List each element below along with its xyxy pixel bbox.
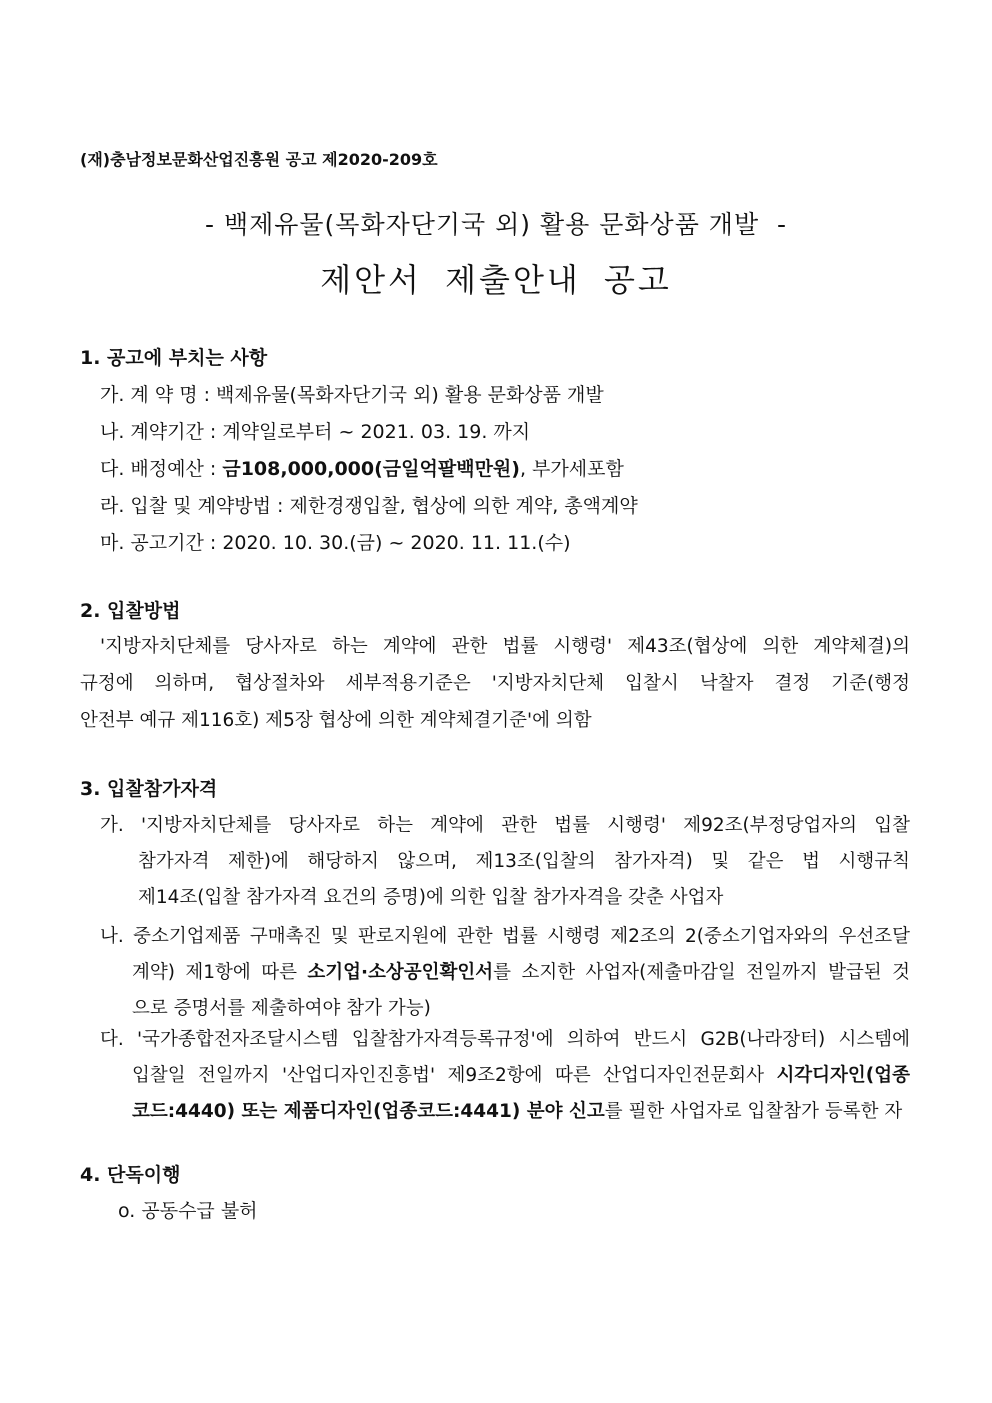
section3-heading: 3. 입찰참가자격 (80, 778, 218, 800)
qualification-da-line: 코드:4440) 또는 제품디자인(업종코드:4441) 분야 신고를 필한 사업자로 입찰참가 등록한 자 (132, 1101, 903, 1122)
document-title: 제안서 제출안내 공고 (320, 261, 672, 299)
budget-label: 다. 배정예산 : (100, 458, 223, 480)
qualification-da-line: 입찰일 전일까지 '산업디자인진흥법' 제9조2항에 따른 산업디자인전문회사 시각디자인(업종 (132, 1065, 910, 1086)
section2-heading: 2. 입찰방법 (80, 600, 181, 622)
contract-period: 나. 계약기간 : 계약일로부터 ~ 2021. 03. 19. 까지 (100, 421, 531, 443)
section4-heading: 4. 단독이행 (80, 1164, 181, 1186)
qualification-da-line: 다. '국가종합전자조달시스템 입찰참가자격등록규정'에 의하여 반드시 G2B(나라장터) 시스템에 (100, 1029, 910, 1050)
qualification-ga-line: 가. '지방자치단체를 당사자로 하는 계약에 관한 법률 시행령' 제92조(부정당업자의 입찰 (100, 815, 910, 836)
qualification-ga-line: 제14조(입찰 참가자격 요건의 증명)에 의한 입찰 참가자격을 갖춘 사업자 (138, 887, 724, 908)
contract-name: 가. 계 약 명 : 백제유물(목화자단기국 외) 활용 문화상품 개발 (100, 384, 604, 406)
notice-number: (재)충남정보문화산업진흥원 공고 제2020-209호 (80, 150, 438, 169)
document-subtitle: - 백제유물(목화자단기국 외) 활용 문화상품 개발 - (204, 210, 788, 239)
design-category-codes: 코드:4440) 또는 제품디자인(업종코드:4441) 분야 신고 (132, 1101, 605, 1122)
bid-method: 라. 입찰 및 계약방법 : 제한경쟁입찰, 협상에 의한 계약, 총액계약 (100, 495, 638, 517)
assigned-budget (100, 454, 624, 481)
joint-supply-note: o. 공동수급 불허 (118, 1200, 258, 1222)
section2-line: '지방자치단체를 당사자로 하는 계약에 관한 법률 시행령' 제43조(협상에 의한 계약체결)의 (100, 636, 910, 657)
budget-vat: , 부가세포함 (519, 458, 624, 480)
qualification-ga-line: 참가자격 제한)에 해당하지 않으며, 제13조(입찰의 참가자격) 및 같은 법 시행규칙 (138, 851, 910, 872)
qualification-na-line: 나. 중소기업제품 구매촉진 및 판로지원에 관한 법률 시행령 제2조의 2(중소기업자와의 우선조달 (100, 926, 910, 947)
budget-amount: 금108,000,000(금일억팔백만원) (222, 458, 520, 480)
qualification-na-line: 으로 증명서를 제출하여야 참가 가능) (132, 998, 431, 1019)
qualification-na-line: 계약) 제1항에 따른 소기업·소상공인확인서를 소지한 사업자(제출마감일 전일까지 발급된 것 (132, 962, 910, 983)
design-category: 시각디자인(업종 (776, 1065, 910, 1086)
notice-period: 마. 공고기간 : 2020. 10. 30.(금) ~ 2020. 11. 11.(수) (100, 532, 571, 554)
section1-heading: 1. 공고에 부치는 사항 (80, 347, 268, 369)
section2-line: 규정에 의하며, 협상절차와 세부적용기준은 '지방자치단체 입찰시 낙찰자 결정 기준(행정 (80, 673, 910, 694)
certificate-name: 소기업·소상공인확인서 (307, 962, 494, 983)
section2-line: 안전부 예규 제116호) 제5장 협상에 의한 계약체결기준'에 의함 (80, 710, 592, 731)
